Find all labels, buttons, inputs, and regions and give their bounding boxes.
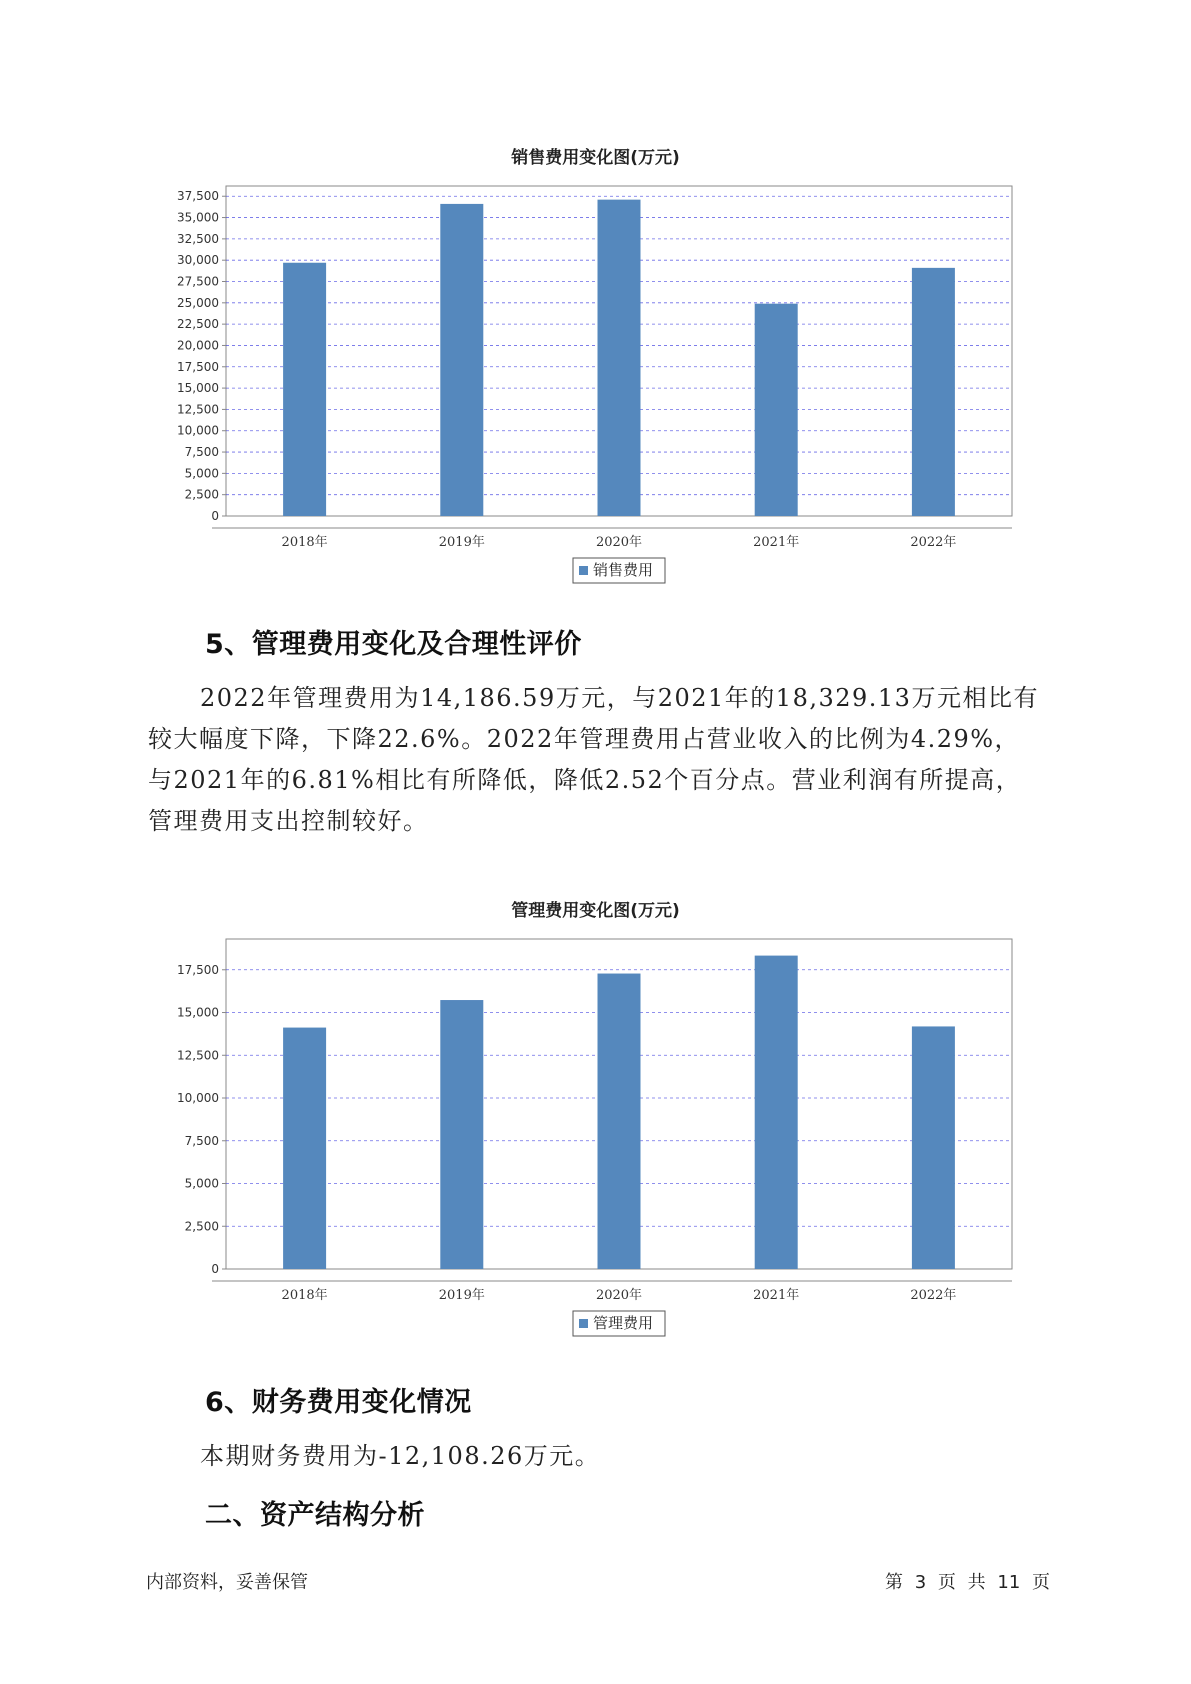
bar <box>755 304 798 516</box>
bar <box>598 200 641 516</box>
y-tick-label: 0 <box>211 1262 219 1276</box>
y-tick-label: 7,500 <box>184 1133 219 1148</box>
paragraph-line: 本期财务费用为-12,108.26万元。 <box>200 1442 601 1470</box>
admin-expense-chart <box>0 923 1191 1343</box>
section-5-paragraph <box>148 678 1048 842</box>
bar <box>755 956 798 1269</box>
legend-swatch <box>579 1319 588 1328</box>
footer-confidential: 内部资料，妥善保管 <box>146 1572 308 1593</box>
bar <box>912 1026 955 1269</box>
legend-swatch <box>579 566 588 575</box>
footer-page-number: 第 3 页 共 11 页 <box>885 1572 1050 1593</box>
paragraph-line: 管理费用支出控制较好。 <box>148 807 429 835</box>
bar <box>440 204 483 516</box>
bar <box>912 268 955 516</box>
x-tick-label: 2020年 <box>595 535 643 550</box>
legend-label: 管理费用 <box>593 1314 654 1332</box>
admin-chart-title: 管理费用变化图(万元) <box>511 901 680 921</box>
y-tick-label: 2,500 <box>184 1219 219 1234</box>
x-tick-label: 2018年 <box>281 535 328 550</box>
y-tick-label: 35,000 <box>177 210 219 225</box>
y-tick-label: 5,000 <box>184 466 219 481</box>
y-tick-label: 15,000 <box>177 1005 219 1020</box>
sales-expense-chart <box>0 170 1191 590</box>
paragraph-line: 2022年管理费用为14,186.59万元，与2021年的18,329.13万元相比有 <box>200 684 1039 712</box>
x-tick-label: 2021年 <box>753 1288 800 1303</box>
x-tick-label: 2022年 <box>910 535 957 550</box>
paragraph-line: 较大幅度下降，下降22.6%。2022年管理费用占营业收入的比例为4.29%， <box>148 725 1021 753</box>
section-6-heading: 6、财务费用变化情况 <box>205 1387 472 1418</box>
x-tick-label: 2022年 <box>910 1288 957 1303</box>
y-tick-label: 27,500 <box>177 274 219 289</box>
bar <box>283 263 326 516</box>
section-6-paragraph <box>148 1436 1048 1477</box>
legend <box>573 558 665 583</box>
y-tick-label: 12,500 <box>177 402 219 417</box>
y-tick-label: 22,500 <box>177 317 219 332</box>
x-tick-label: 2020年 <box>595 1288 643 1303</box>
assets-section-heading: 二、资产结构分析 <box>205 1500 425 1531</box>
bar <box>598 974 641 1269</box>
y-tick-label: 2,500 <box>184 487 219 502</box>
sales-chart-title: 销售费用变化图(万元) <box>511 148 680 168</box>
y-tick-label: 32,500 <box>177 231 219 246</box>
y-tick-label: 7,500 <box>184 445 219 460</box>
y-tick-label: 37,500 <box>177 189 219 204</box>
y-tick-label: 17,500 <box>177 359 219 374</box>
y-tick-label: 17,500 <box>177 962 219 977</box>
x-tick-label: 2021年 <box>753 535 800 550</box>
y-tick-label: 25,000 <box>177 295 219 310</box>
x-tick-label: 2019年 <box>438 1288 485 1303</box>
y-tick-label: 12,500 <box>177 1048 219 1063</box>
section-5-heading: 5、管理费用变化及合理性评价 <box>205 629 582 660</box>
x-tick-label: 2019年 <box>438 535 485 550</box>
bar <box>283 1028 326 1269</box>
y-tick-label: 30,000 <box>177 253 219 268</box>
bar <box>440 1000 483 1269</box>
y-tick-label: 10,000 <box>177 423 219 438</box>
y-tick-label: 20,000 <box>177 338 219 353</box>
y-tick-label: 0 <box>211 509 219 523</box>
y-tick-label: 5,000 <box>184 1176 219 1191</box>
x-tick-label: 2018年 <box>281 1288 328 1303</box>
legend-label: 销售费用 <box>593 561 654 579</box>
paragraph-line: 与2021年的6.81%相比有所降低，降低2.52个百分点。营业利润有所提高， <box>148 766 1022 794</box>
y-tick-label: 10,000 <box>177 1091 219 1106</box>
legend <box>573 1311 665 1336</box>
y-tick-label: 15,000 <box>177 381 219 396</box>
